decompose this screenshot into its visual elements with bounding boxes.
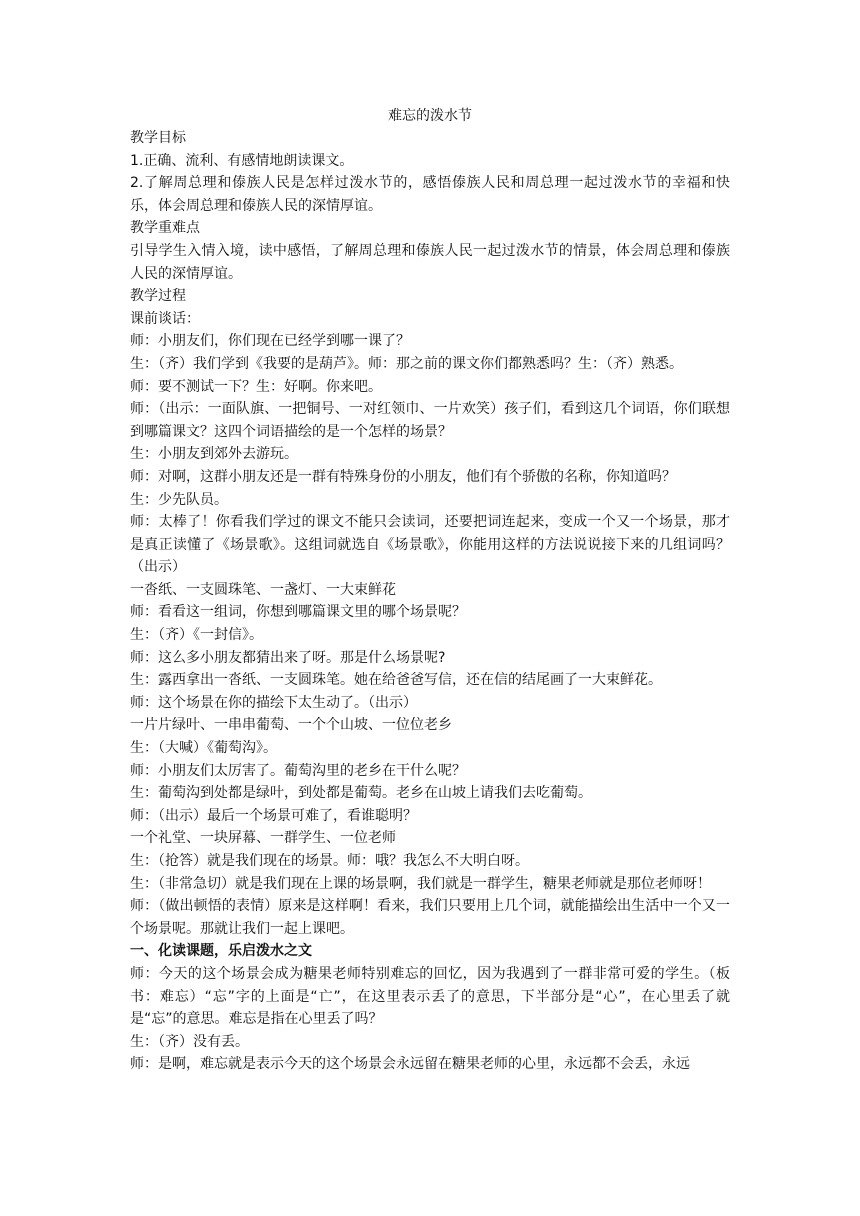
paragraph: 师：小朋友们，你们现在已经学到哪一课了？ xyxy=(130,333,410,350)
paragraph: 生：（抢答）就是我们现在的场景。师：哦？我怎么不大明白呀。 xyxy=(130,853,529,869)
paragraph: 生：葡萄沟到处都是绿叶，到处都是葡萄。老乡在山坡上请我们去吃葡萄。 xyxy=(130,785,592,802)
paragraph: 生：（齐）《一封信》。 xyxy=(130,627,263,644)
paragraph: 师：（出示：一面队旗、一把铜号、一对红领巾、一片欢笑）孩子们，看到这几个词语，你们联想到哪篇课文？这四个词语描绘的是一个怎样的场景？ xyxy=(130,401,730,440)
paragraph: 师：这么多小朋友都猜出来了呀。那是什么场景呢? xyxy=(130,649,446,666)
paragraph: 生：（非常急切）就是我们现在上课的场景啊，我们就是一群学生，糖果老师就是那位老师呀！ xyxy=(130,875,711,892)
paragraph: 生：露西拿出一沓纸、一支圆珠笔。她在给爸爸写信，还在信的结尾画了一大束鲜花。 xyxy=(130,672,662,689)
paragraph: 教学目标 xyxy=(130,130,186,146)
paragraph: 师：要不测试一下？生：好啊。你来吧。 xyxy=(130,378,382,395)
document-title: 难忘的泼水节 xyxy=(388,108,472,124)
paragraph: 师：看看这一组词，你想到哪篇课文里的哪个场景呢？ xyxy=(130,604,466,621)
paragraph: 2.了解周总理和傣族人民是怎样过泼水节的，感悟傣族人民和周总理一起过泼水节的幸福和快乐，体会周总理和傣族人民的深情厚谊。 xyxy=(130,175,730,214)
paragraph: 生：（大喊）《葡萄沟》。 xyxy=(130,740,277,757)
paragraph: 教学重难点 xyxy=(130,220,200,237)
section-heading: 一、化读课题，乐启泼水之文 xyxy=(130,943,312,960)
paragraph: 师：是啊，难忘就是表示今天的这个场景会永远留在糖果老师的心里，永远都不会丢，永远 xyxy=(130,1056,690,1073)
paragraph: 师：这个场景在你的描绘下太生动了。（出示） xyxy=(130,694,417,711)
document-page xyxy=(130,105,730,1076)
paragraph: 一片片绿叶、一串串葡萄、一个个山坡、一位位老乡 xyxy=(130,717,452,734)
paragraph: 教学过程 xyxy=(130,288,186,305)
paragraph: 师：对啊，这群小朋友还是一群有特殊身份的小朋友，他们有个骄傲的名称，你知道吗？ xyxy=(130,468,676,485)
paragraph: 引导学生入情入境，读中感悟，了解周总理和傣族人民一起过泼水节的情景，体会周总理和傣族人民的深情厚谊。 xyxy=(130,242,730,282)
paragraph: 课前谈话： xyxy=(130,310,200,327)
paragraph: 1.正确、流利、有感情地朗读课文。 xyxy=(130,152,354,169)
paragraph: 一沓纸、一支圆珠笔、一盏灯、一大束鲜花 xyxy=(130,581,396,598)
paragraph: 生：（齐）我们学到《我要的是葫芦》。师：那之前的课文你们都熟悉吗？生：（齐）熟悉。 xyxy=(130,355,683,372)
paragraph: 师：（出示）最后一个场景可难了，看谁聪明？ xyxy=(130,807,417,824)
paragraph: 生：（齐）没有丢。 xyxy=(130,1033,249,1050)
paragraph: 师：小朋友们太厉害了。葡萄沟里的老乡在干什么呢？ xyxy=(130,762,466,779)
paragraph: 生：小朋友到郊外去游玩。 xyxy=(130,446,298,463)
paragraph: 师：太棒了！你看我们学过的课文不能只会读词，还要把词连起来，变成一个又一个场景，那才是真正读懂了《场景歌》。这组词就选自《场景歌》，你能用这样的方法说说接下来的几组词吗？（出示） xyxy=(130,514,730,576)
paragraph: 一个礼堂、一块屏幕、一群学生、一位老师 xyxy=(130,830,396,847)
paragraph: 师：（做出顿悟的表情）原来是这样啊！看来，我们只要用上几个词，就能描绘出生活中一个又一个场景呢。那就让我们一起上课吧。 xyxy=(130,898,730,937)
paragraph: 师：今天的这个场景会成为糖果老师特别难忘的回忆，因为我遇到了一群非常可爱的学生。（板书：难忘）“忘”字的上面是“亡”，在这里表示丢了的意思，下半部分是“心”，在心里丢了就是“忘”的意思。难忘是指在心里丢了吗？ xyxy=(130,965,730,1028)
document-body xyxy=(130,127,730,1076)
paragraph: 生：少先队员。 xyxy=(130,491,228,508)
